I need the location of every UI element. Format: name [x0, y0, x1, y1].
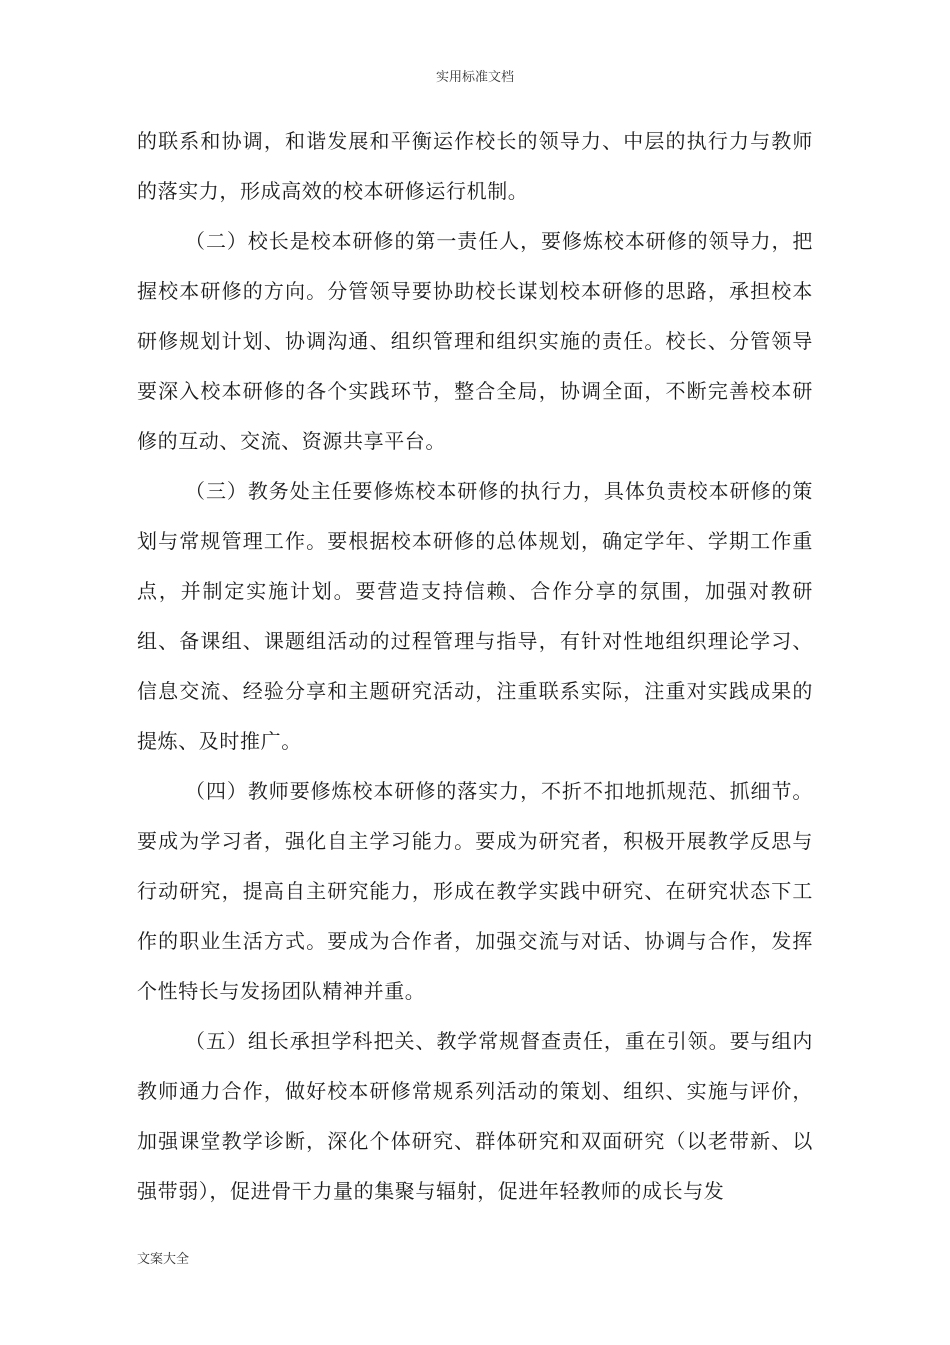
paragraph-teachers: （四）教师要修炼校本研修的落实力，不折不扣地抓规范、抓细节。要成为学习者，强化自主学习能力。要成为研究者，积极开展教学反思与行动研究，提高自主研究能力，形成在教学实践中研究、在研究状态下工作的职业生活方式。要成为合作者，加强交流与对话、协调与合作，发挥个性特长与发扬团队精神并重。 — [137, 779, 813, 1003]
page-header: 实用标准文档 — [435, 70, 514, 85]
paragraph-continuation: 的联系和协调，和谐发展和平衡运作校长的领导力、中层的执行力与教师的落实力，形成高效的校本研修运行机制。 — [137, 129, 813, 203]
paragraph-principal: （二）校长是校本研修的第一责任人，要修炼校本研修的领导力，把握校本研修的方向。分管领导要协助校长谋划校本研修的思路，承担校本研修规划计划、协调沟通、组织管理和组织实施的责任。校长、分管领导要深入校本研修的各个实践环节，整合全局，协调全面，不断完善校本研修的互动、交流、资源共享平台。 — [137, 229, 813, 453]
page-footer: 文案大全 — [137, 1252, 190, 1267]
paragraph-academic-director: （三）教务处主任要修炼校本研修的执行力，具体负责校本研修的策划与常规管理工作。要根据校本研修的总体规划，确定学年、学期工作重点，并制定实施计划。要营造支持信赖、合作分享的氛围，加强对教研组、备课组、课题组活动的过程管理与指导，有针对性地组织理论学习、信息交流、经验分享和主题研究活动，注重联系实际，注重对实践成果的提炼、及时推广。 — [137, 479, 813, 753]
paragraph-group-leader: （五）组长承担学科把关、教学常规督查责任，重在引领。要与组内教师通力合作，做好校本研修常规系列活动的策划、组织、实施与评价，加强课堂教学诊断，深化个体研究、群体研究和双面研究（以老带新、以强带弱），促进骨干力量的集聚与辐射，促进年轻教师的成长与发 — [137, 1029, 813, 1203]
document-body — [137, 116, 813, 1216]
